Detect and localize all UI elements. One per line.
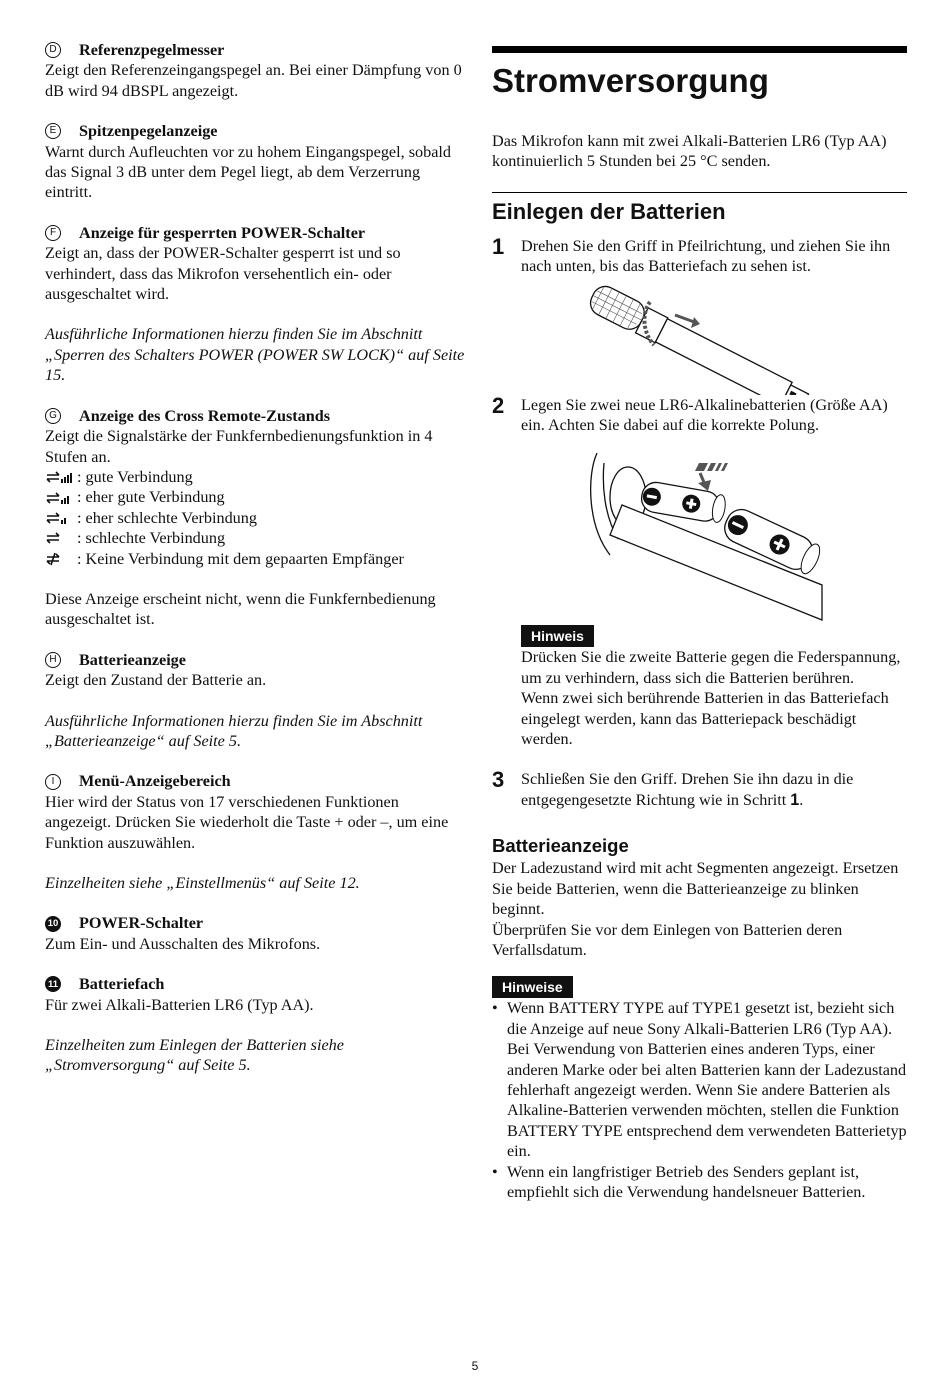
signal-level-2 <box>45 508 465 528</box>
item-f-reference: Ausführliche Informationen hierzu finden Sie im Abschnitt „Sperren des Schalters POWER (POWER SW LOCK)“ auf Seite 15. <box>45 325 465 385</box>
item-10-title: POWER-Schalter <box>79 914 204 933</box>
no-connection-icon <box>45 552 73 566</box>
signal-level-0-label: : Keine Verbindung mit dem gepaarten Empfänger <box>77 549 404 568</box>
circled-h-marker: H <box>45 652 61 668</box>
signal-level-2-label: : eher schlechte Verbindung <box>77 508 257 527</box>
item-e-title: Spitzenpegelanzeige <box>79 122 218 141</box>
circled-11-marker: 11 <box>45 976 61 992</box>
item-11 <box>45 974 465 1015</box>
handle-rotation-illustration <box>492 277 907 395</box>
item-10 <box>45 913 465 954</box>
page-number: 5 <box>471 1359 479 1373</box>
battery-compartment-icon <box>492 435 907 625</box>
signal-level-0 <box>45 549 465 569</box>
step-3-number: 3 <box>492 767 505 793</box>
step-1-text: Drehen Sie den Griff in Pfeilrichtung, und ziehen Sie ihn nach unten, bis das Batteriefach zu sehen ist. <box>521 236 891 276</box>
signal-level-3-label: : eher gute Verbindung <box>77 488 225 507</box>
item-i-heading <box>45 771 465 791</box>
circled-10-marker: 10 <box>45 916 61 932</box>
circled-g-marker: G <box>45 408 61 424</box>
notes-item-1-text: Wenn BATTERY TYPE auf TYPE1 gesetzt ist, bezieht sich die Anzeige auf neue Sony Alkali-Batterien LR6 (Typ AA). Bei Verwendung von Batterien eines anderen Typs, einer anderen Marke oder bei alten Batterien kann der Ladezustand fehlerhaft angezeigt werden. Wenn Sie andere Batterien als Alkaline-Batterien verwenden möchten, stellen die Funktion BATTERY TYPE entsprechend dem verwendeten Batterietyp ein. <box>507 999 907 1161</box>
note-box <box>521 625 907 749</box>
intro-paragraph: Das Mikrofon kann mit zwei Alkali-Batterien LR6 (Typ AA) kontinuierlich 5 Stunden bei 25 °C senden. <box>492 132 887 171</box>
item-e-body: Warnt durch Aufleuchten vor zu hohem Eingangspegel, sobald das Signal 3 dB unter dem Pegel liegt, ab dem Verzerrung eintritt. <box>45 142 451 202</box>
battery-section-title: Batterieanzeige <box>492 835 629 857</box>
right-column <box>492 46 907 1202</box>
item-11-heading <box>45 974 465 994</box>
signal-arrows-icon <box>45 531 73 545</box>
item-h-title: Batterieanzeige <box>79 650 186 669</box>
battery-text-2: Überprüfen Sie vor dem Einlegen von Batterien deren Verfallsdatum. <box>492 920 843 959</box>
signal-level-4-label: : gute Verbindung <box>77 467 193 486</box>
item-g-heading <box>45 406 465 426</box>
item-i-reference: Einzelheiten siehe „Einstellmenüs“ auf Seite 12. <box>45 874 360 892</box>
item-d-title: Referenzpegelmesser <box>79 41 225 59</box>
signal-2-bars-icon <box>45 511 73 525</box>
item-h-reference: Ausführliche Informationen hierzu finden Sie im Abschnitt „Batterieanzeige“ auf Seite 5. <box>45 711 423 750</box>
item-g-note: Diese Anzeige erscheint nicht, wenn die Funkfernbedienung ausgeschaltet ist. <box>45 589 436 629</box>
signal-level-1 <box>45 528 465 548</box>
item-f-body: Zeigt an, dass der POWER-Schalter gesperrt ist und so verhindert, dass das Mikrofon versehentlich ein- oder ausgeschaltet wird. <box>45 244 401 304</box>
page-title: Stromversorgung <box>492 62 769 99</box>
circled-e-marker: E <box>45 123 61 139</box>
title-bar-rule <box>492 46 907 53</box>
item-11-reference: Einzelheiten zum Einlegen der Batterien siehe „Stromversorgung“ auf Seite 5. <box>45 1036 344 1075</box>
item-i-body: Hier wird der Status von 17 verschiedenen Funktionen angezeigt. Drücken Sie wiederholt die Taste + oder –, um eine Funktion auszuwählen. <box>45 792 449 852</box>
section-title: Einlegen der Batterien <box>492 198 726 224</box>
microphone-handle-icon <box>492 277 907 395</box>
item-h <box>45 650 465 691</box>
bullet-icon: • <box>492 999 498 1018</box>
item-d <box>45 40 465 101</box>
item-g-body: Zeigt die Signalstärke der Funkfernbedienungsfunktion in 4 Stufen an. <box>45 427 433 466</box>
item-g <box>45 406 465 569</box>
signal-level-3 <box>45 487 465 507</box>
item-d-heading <box>45 40 465 60</box>
step-3-ref: 1 <box>790 790 800 809</box>
step-3-text-main: Schließen Sie den Griff. Drehen Sie ihn dazu in die entgegengesetzte Richtung wie in Schritt <box>521 770 854 809</box>
note-text-1: Drücken Sie die zweite Batterie gegen die Federspannung, um zu verhindern, dass sich die Batterien berühren. <box>521 648 901 687</box>
item-11-title: Batteriefach <box>79 975 165 994</box>
step-2-number: 2 <box>492 392 505 418</box>
circled-i-marker: I <box>45 774 61 790</box>
battery-text-1: Der Ladezustand wird mit acht Segmenten angezeigt. Ersetzen Sie beide Batterien, wenn die Batterieanzeige zu blinken beginnt. <box>492 859 899 919</box>
signal-3-bars-icon <box>45 491 73 505</box>
signal-4-bars-icon <box>45 470 73 484</box>
item-f-title: Anzeige für gesperrten POWER-Schalter <box>79 223 366 242</box>
battery-insertion-illustration <box>492 435 907 625</box>
left-column <box>45 40 465 1076</box>
item-10-heading <box>45 913 465 933</box>
note-label: Hinweis <box>521 625 594 647</box>
item-g-title: Anzeige des Cross Remote-Zustands <box>79 406 331 425</box>
item-10-body: Zum Ein- und Ausschalten des Mikrofons. <box>45 934 321 953</box>
notes-item-1 <box>492 998 907 1161</box>
step-3 <box>492 769 907 810</box>
step-2-text: Legen Sie zwei neue LR6-Alkalinebatterien (Größe AA) ein. Achten Sie dabei auf die korrekte Polung. <box>521 395 888 435</box>
item-f <box>45 223 465 305</box>
item-f-heading <box>45 223 465 243</box>
item-h-heading <box>45 650 465 670</box>
step-1-number: 1 <box>492 233 505 259</box>
signal-level-1-label: : schlechte Verbindung <box>77 529 226 548</box>
item-h-body: Zeigt den Zustand der Batterie an. <box>45 671 267 690</box>
note-text-2: Wenn zwei sich berührende Batterien in das Batteriefach eingelegt werden, kann das Batteriepack beschädigt werden. <box>521 689 889 749</box>
item-i-title: Menü-Anzeigebereich <box>79 772 231 791</box>
step-3-text <box>521 769 907 810</box>
item-e-heading <box>45 121 465 141</box>
step-2 <box>492 392 907 436</box>
circled-f-marker: F <box>45 225 61 241</box>
notes-item-2-text: Wenn ein langfristiger Betrieb des Senders geplant ist, empfiehlt sich die Verwendung handelsneuer Batterien. <box>507 1162 866 1201</box>
item-e <box>45 121 465 203</box>
step-1 <box>492 233 907 277</box>
bullet-icon: • <box>492 1162 498 1181</box>
item-i <box>45 771 465 853</box>
step-3-text-end: . <box>799 790 804 809</box>
circled-d-marker: D <box>45 42 61 58</box>
item-11-body: Für zwei Alkali-Batterien LR6 (Typ AA). <box>45 995 314 1014</box>
notes-item-2 <box>492 1162 907 1203</box>
item-d-body: Zeigt den Referenzeingangspegel an. Bei einer Dämpfung von 0 dB wird 94 dBSPL angezeigt. <box>45 61 462 100</box>
signal-level-4 <box>45 467 465 487</box>
notes-label: Hinweise <box>492 976 573 998</box>
